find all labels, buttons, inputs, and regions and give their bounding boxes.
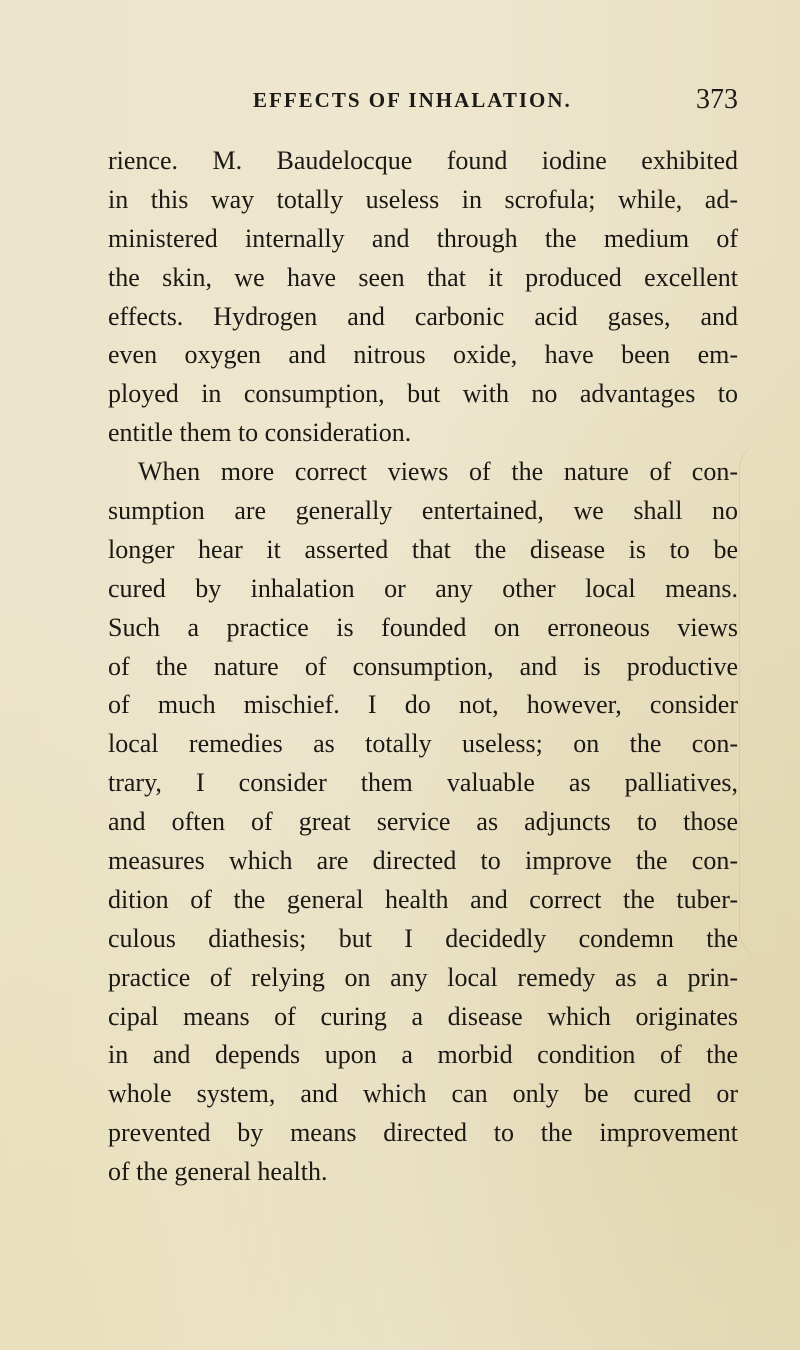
text-line: rience. M. Baudelocque found iodine exhibited	[108, 146, 738, 175]
text-line: cipal means of curing a disease which originates	[108, 1001, 738, 1031]
text-line: in and depends upon a morbid condition of the	[108, 1040, 738, 1070]
text-line: effects. Hydrogen and carbonic acid gases, and	[108, 301, 738, 331]
text-line: cured by inhalation or any other local means.	[108, 573, 738, 603]
text-line: ministered internally and through the medium of	[108, 223, 738, 253]
text-line: dition of the general health and correct the tuber-	[108, 884, 738, 914]
body-text	[108, 142, 738, 1192]
text-line: of much mischief. I do not, however, consider	[108, 690, 738, 720]
text-line: in this way totally useless in scrofula; while, ad-	[108, 184, 738, 214]
text-line: ployed in consumption, but with no advantages to	[108, 379, 738, 409]
text-line: culous diathesis; but I decidedly condemn the	[108, 923, 738, 953]
text-line: sumption are generally entertained, we shall no	[108, 496, 738, 526]
text-line: whole system, and which can only be cured or	[108, 1079, 738, 1109]
text-line: of the nature of consumption, and is productive	[108, 651, 738, 681]
text-line: trary, I consider them valuable as palliatives,	[108, 768, 738, 798]
page-number: 373	[696, 84, 738, 115]
paragraph-2	[108, 453, 738, 1192]
text-line: of the general health.	[108, 1157, 328, 1187]
text-line: local remedies as totally useless; on the con-	[108, 729, 738, 759]
text-line: practice of relying on any local remedy as a prin-	[108, 962, 738, 992]
text-line: prevented by means directed to the improvement	[108, 1118, 738, 1148]
text-line: measures which are directed to improve the con-	[108, 846, 738, 876]
text-line: Such a practice is founded on erroneous views	[108, 612, 738, 642]
running-head	[108, 84, 738, 124]
text-line: longer hear it asserted that the disease is to be	[108, 534, 738, 564]
paper-stain	[739, 440, 800, 960]
text-line: When more correct views of the nature of con-	[138, 457, 738, 487]
running-title: EFFECTS OF INHALATION.	[253, 88, 572, 112]
text-line: and often of great service as adjuncts to those	[108, 807, 738, 837]
text-line: even oxygen and nitrous oxide, have been em-	[108, 340, 738, 370]
text-line: entitle them to consideration.	[108, 418, 412, 448]
paragraph-1	[108, 142, 738, 453]
text-line: the skin, we have seen that it produced excellent	[108, 262, 738, 292]
